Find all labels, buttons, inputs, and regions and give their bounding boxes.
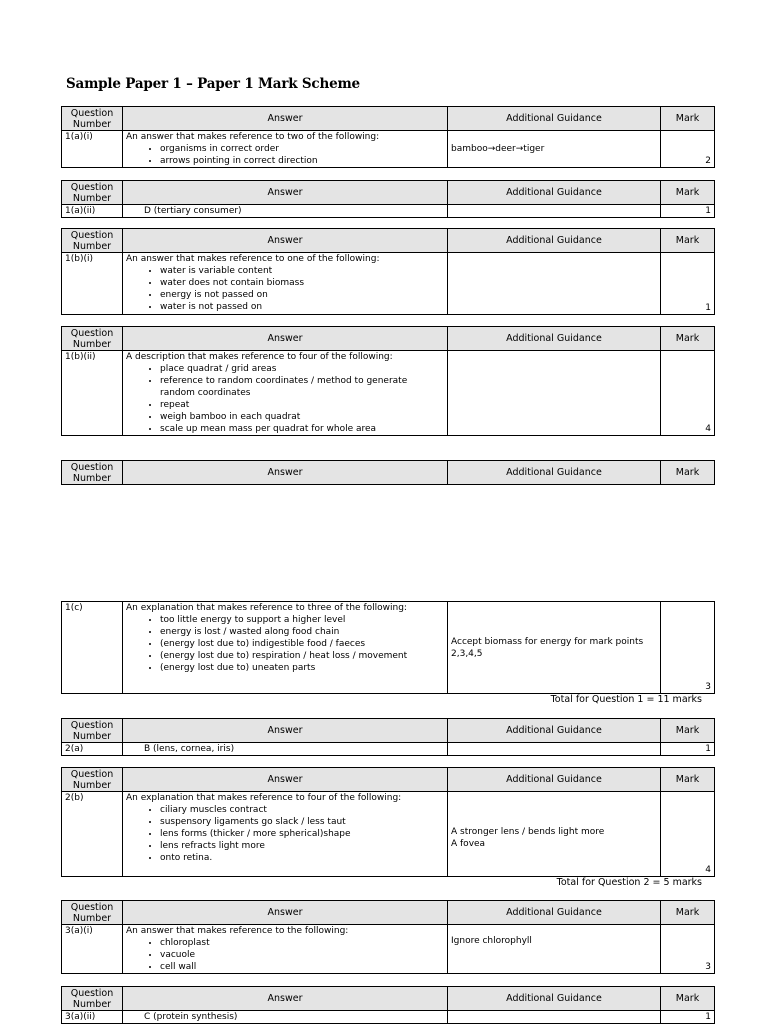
header-guidance: Additional Guidance (448, 719, 661, 743)
answer-cell (123, 131, 448, 168)
table-row (62, 131, 715, 168)
guidance-cell (448, 1011, 661, 1024)
question-number: 1(b)(ii) (62, 351, 123, 436)
mark-table-1ai (61, 106, 715, 168)
table-header-row (62, 987, 715, 1011)
answer-point: • water is variable content (160, 265, 444, 277)
header-mark: Mark (661, 107, 715, 131)
header-answer: Answer (123, 461, 448, 485)
answer-point: • lens forms (thicker / more spherical)shape (160, 828, 444, 840)
guidance-cell (448, 205, 661, 218)
answer-text: B (lens, cornea, iris) (144, 744, 235, 754)
answer-point: • lens refracts light more (160, 840, 444, 852)
header-question-number: Question Number (62, 229, 123, 253)
mark-cell: 1 (661, 205, 715, 218)
table-header-row (62, 229, 715, 253)
answer-points (126, 363, 444, 435)
mark-cell: 4 (661, 351, 715, 436)
header-mark: Mark (661, 461, 715, 485)
mark-cell: 1 (661, 1011, 715, 1024)
answer-point: • (energy lost due to) uneaten parts (160, 662, 444, 674)
header-question-number: Question Number (62, 181, 123, 205)
answer-point: • energy is lost / wasted along food chain (160, 626, 444, 638)
page-title: Sample Paper 1 – Paper 1 Mark Scheme (66, 76, 360, 92)
header-guidance: Additional Guidance (448, 229, 661, 253)
header-question-number: Question Number (62, 719, 123, 743)
answer-point: • chloroplast (160, 937, 444, 949)
mark-table-2b (61, 767, 715, 877)
answer-intro: An explanation that makes reference to three of the following: (126, 603, 407, 613)
answer-cell (123, 1011, 448, 1024)
answer-point: • organisms in correct order (160, 143, 444, 155)
answer-point: • too little energy to support a higher level (160, 614, 444, 626)
header-answer: Answer (123, 327, 448, 351)
question-number: 3(a)(i) (62, 925, 123, 974)
header-mark: Mark (661, 768, 715, 792)
header-mark: Mark (661, 987, 715, 1011)
question-number: 3(a)(ii) (62, 1011, 123, 1024)
header-answer: Answer (123, 719, 448, 743)
answer-point: • onto retina. (160, 852, 444, 864)
answer-intro: A description that makes reference to four of the following: (126, 352, 393, 362)
answer-cell (123, 925, 448, 974)
answer-intro: An answer that makes reference to one of the following: (126, 254, 380, 264)
header-guidance: Additional Guidance (448, 181, 661, 205)
table-row (62, 253, 715, 315)
mark-table-1c (61, 601, 715, 694)
answer-text: D (tertiary consumer) (144, 206, 242, 216)
header-answer: Answer (123, 181, 448, 205)
header-mark: Mark (661, 719, 715, 743)
table-row (62, 351, 715, 436)
answer-cell (123, 602, 448, 694)
answer-point: • water does not contain biomass (160, 277, 444, 289)
header-mark: Mark (661, 181, 715, 205)
header-question-number: Question Number (62, 901, 123, 925)
header-question-number: Question Number (62, 987, 123, 1011)
header-guidance: Additional Guidance (448, 327, 661, 351)
question-number: 1(a)(ii) (62, 205, 123, 218)
answer-point: • water is not passed on (160, 301, 444, 313)
question-total: Total for Question 2 = 5 marks (556, 877, 702, 888)
answer-point: • reference to random coordinates / method to generate random coordinates (160, 375, 444, 399)
answer-point: • repeat (160, 399, 444, 411)
answer-point: • (energy lost due to) respiration / heat loss / movement (160, 650, 444, 662)
answer-point: • suspensory ligaments go slack / less taut (160, 816, 444, 828)
answer-cell (123, 253, 448, 315)
answer-points (126, 937, 444, 973)
mark-table-1bi (61, 228, 715, 315)
answer-cell (123, 205, 448, 218)
header-answer: Answer (123, 768, 448, 792)
header-answer: Answer (123, 987, 448, 1011)
question-number: 1(c) (62, 602, 123, 694)
answer-points (126, 143, 444, 167)
mark-cell: 2 (661, 131, 715, 168)
guidance-cell: Accept biomass for energy for mark points 2,3,4,5 (448, 602, 661, 694)
answer-point: • cell wall (160, 961, 444, 973)
header-answer: Answer (123, 901, 448, 925)
question-total: Total for Question 1 = 11 marks (550, 694, 702, 705)
guidance-cell (448, 253, 661, 315)
header-question-number: Question Number (62, 327, 123, 351)
answer-intro: An answer that makes reference to the following: (126, 926, 349, 936)
guidance-cell: bamboo→deer→tiger (448, 131, 661, 168)
answer-text: C (protein synthesis) (144, 1012, 238, 1022)
answer-cell (123, 743, 448, 756)
table-header-row (62, 181, 715, 205)
table-header-row (62, 901, 715, 925)
question-number: 2(b) (62, 792, 123, 877)
header-guidance: Additional Guidance (448, 987, 661, 1011)
table-row (62, 925, 715, 974)
answer-intro: An answer that makes reference to two of the following: (126, 132, 380, 142)
question-number: 2(a) (62, 743, 123, 756)
table-row (62, 743, 715, 756)
mark-table-3aii (61, 986, 715, 1024)
mark-table-1c-header (61, 460, 715, 485)
answer-point: • ciliary muscles contract (160, 804, 444, 816)
table-header-row (62, 461, 715, 485)
answer-point: • vacuole (160, 949, 444, 961)
answer-point: • energy is not passed on (160, 289, 444, 301)
answer-point: • scale up mean mass per quadrat for whole area (160, 423, 444, 435)
header-mark: Mark (661, 327, 715, 351)
mark-cell: 1 (661, 743, 715, 756)
answer-cell (123, 351, 448, 436)
guidance-cell (448, 792, 661, 877)
header-mark: Mark (661, 901, 715, 925)
table-header-row (62, 719, 715, 743)
table-header-row (62, 327, 715, 351)
header-guidance: Additional Guidance (448, 461, 661, 485)
header-answer: Answer (123, 107, 448, 131)
header-mark: Mark (661, 229, 715, 253)
table-row (62, 205, 715, 218)
question-number: 1(a)(i) (62, 131, 123, 168)
header-question-number: Question Number (62, 461, 123, 485)
guidance-cell (448, 351, 661, 436)
table-row (62, 602, 715, 694)
answer-intro: An explanation that makes reference to four of the following: (126, 793, 402, 803)
header-answer: Answer (123, 229, 448, 253)
table-row (62, 792, 715, 877)
guidance-line: A stronger lens / bends light more (451, 827, 605, 837)
header-question-number: Question Number (62, 768, 123, 792)
answer-cell (123, 792, 448, 877)
mark-table-3ai (61, 900, 715, 974)
table-row (62, 1011, 715, 1024)
answer-points (126, 614, 444, 674)
mark-table-1aii (61, 180, 715, 218)
mark-cell: 1 (661, 253, 715, 315)
guidance-cell (448, 743, 661, 756)
answer-point: • place quadrat / grid areas (160, 363, 444, 375)
answer-points (126, 804, 444, 864)
answer-points (126, 265, 444, 313)
guidance-cell: Ignore chlorophyll (448, 925, 661, 974)
mark-table-2a (61, 718, 715, 756)
answer-point: • weigh bamboo in each quadrat (160, 411, 444, 423)
mark-table-1bii (61, 326, 715, 436)
guidance-line: A fovea (451, 839, 486, 849)
header-guidance: Additional Guidance (448, 901, 661, 925)
header-question-number: Question Number (62, 107, 123, 131)
answer-point: • (energy lost due to) indigestible food / faeces (160, 638, 444, 650)
header-guidance: Additional Guidance (448, 768, 661, 792)
mark-cell: 4 (661, 792, 715, 877)
answer-point: • arrows pointing in correct direction (160, 155, 444, 167)
mark-cell: 3 (661, 602, 715, 694)
table-header-row (62, 768, 715, 792)
header-guidance: Additional Guidance (448, 107, 661, 131)
question-number: 1(b)(i) (62, 253, 123, 315)
mark-cell: 3 (661, 925, 715, 974)
table-header-row (62, 107, 715, 131)
